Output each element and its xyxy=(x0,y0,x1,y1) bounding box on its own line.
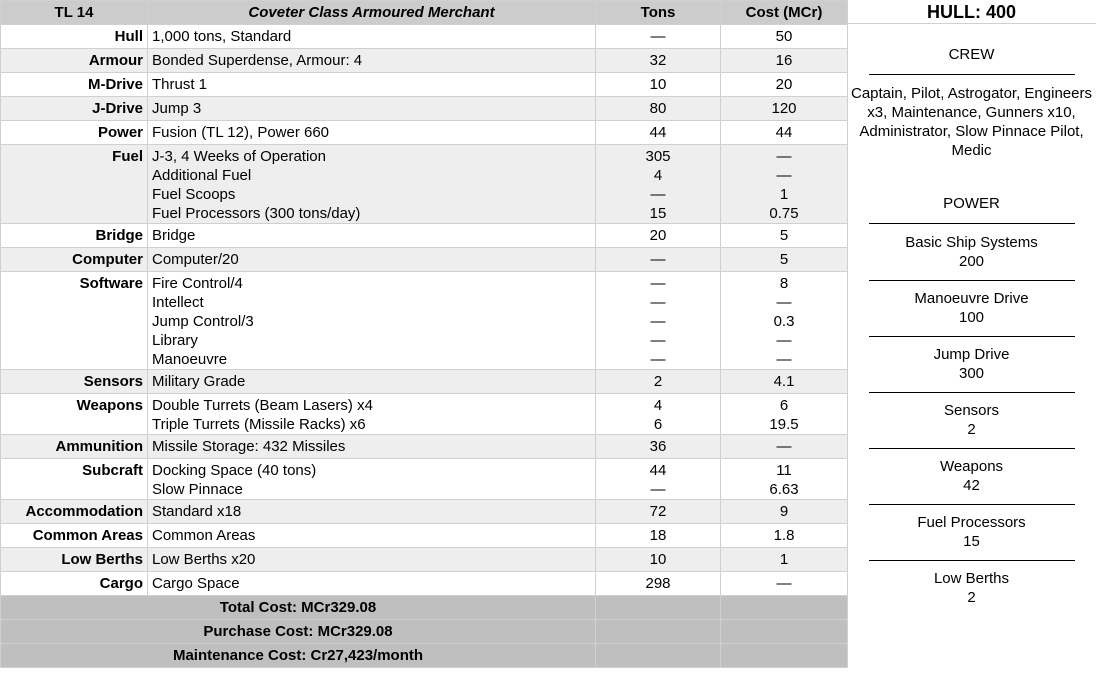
item-description: 1,000 tons, Standard xyxy=(152,28,292,45)
power-label: Low Berths xyxy=(933,570,1010,587)
divider xyxy=(869,392,1075,393)
description-cell xyxy=(148,394,596,435)
table-row xyxy=(1,224,848,248)
item-description: Docking Space (40 tons) xyxy=(152,462,317,479)
cost-cell xyxy=(721,435,848,459)
cost-cell xyxy=(721,248,848,272)
tons-cell xyxy=(596,272,721,370)
cost-cell xyxy=(721,524,848,548)
table-row xyxy=(1,272,848,370)
item-description: Fusion (TL 12), Power 660 xyxy=(152,124,330,141)
power-label: Fuel Processors xyxy=(917,514,1026,531)
divider xyxy=(869,560,1075,561)
item-description: Cargo Space xyxy=(152,575,240,592)
power-value: 42 xyxy=(963,477,980,494)
tons-cell xyxy=(596,121,721,145)
power-label: Manoeuvre Drive xyxy=(914,290,1029,307)
divider xyxy=(869,223,1075,224)
power-value: 200 xyxy=(958,253,985,270)
cost-cell xyxy=(721,459,848,500)
divider xyxy=(869,74,1075,75)
section-label: Fuel xyxy=(1,145,148,224)
table-row xyxy=(1,97,848,121)
section-label: Sensors xyxy=(1,370,148,394)
cost-cell xyxy=(721,145,848,224)
item-description: Common Areas xyxy=(152,527,256,544)
item-cost: 5 xyxy=(779,251,789,268)
table-row xyxy=(1,459,848,500)
item-tons: 4 xyxy=(653,167,663,184)
table-row xyxy=(1,145,848,224)
item-cost: — xyxy=(776,148,792,165)
description-cell xyxy=(148,272,596,370)
item-description: Manoeuvre xyxy=(152,351,228,368)
empty-cell xyxy=(596,596,721,620)
item-description: Jump 3 xyxy=(152,100,202,117)
item-tons: — xyxy=(650,28,666,45)
description-cell xyxy=(148,121,596,145)
item-cost: 11 xyxy=(776,462,792,479)
item-description: Jump Control/3 xyxy=(152,313,254,330)
empty-cell xyxy=(721,620,848,644)
table-row xyxy=(1,248,848,272)
table-row xyxy=(1,394,848,435)
item-cost: — xyxy=(776,438,792,455)
item-tons: 15 xyxy=(649,205,667,222)
item-description: Bridge xyxy=(152,227,196,244)
table-row xyxy=(1,548,848,572)
item-description: Slow Pinnace xyxy=(152,481,243,498)
item-description: Computer/20 xyxy=(152,251,239,268)
item-tons: — xyxy=(650,251,666,268)
tech-level: TL 14 xyxy=(1,1,148,25)
item-tons: 6 xyxy=(653,416,663,433)
power-entry xyxy=(847,336,1096,383)
item-tons: — xyxy=(650,332,666,349)
description-cell xyxy=(148,370,596,394)
tons-header: Tons xyxy=(596,1,721,25)
item-cost: 19.5 xyxy=(769,416,799,433)
tons-cell xyxy=(596,394,721,435)
empty-cell xyxy=(721,596,848,620)
crew-list: Captain, Pilot, Astrogator, Engineers x3, Maintenance, Gunners x10, Administrator, Slow Pinnace Pilot, Medic xyxy=(851,85,1092,159)
item-cost: 6 xyxy=(779,397,789,414)
item-cost: 6.63 xyxy=(769,481,799,498)
section-label: J-Drive xyxy=(1,97,148,121)
section-label: Armour xyxy=(1,49,148,73)
description-cell xyxy=(148,25,596,49)
item-tons: 44 xyxy=(649,462,667,479)
item-tons: 10 xyxy=(649,76,667,93)
empty-cell xyxy=(721,644,848,668)
cost-cell xyxy=(721,224,848,248)
item-tons: — xyxy=(650,294,666,311)
item-cost: — xyxy=(776,294,792,311)
section-label: Software xyxy=(1,272,148,370)
cost-cell xyxy=(721,73,848,97)
divider xyxy=(869,448,1075,449)
tons-cell xyxy=(596,224,721,248)
section-label: M-Drive xyxy=(1,73,148,97)
cost-cell xyxy=(721,370,848,394)
item-tons: 2 xyxy=(653,373,663,390)
divider xyxy=(869,336,1075,337)
description-cell xyxy=(148,459,596,500)
item-tons: 36 xyxy=(649,438,667,455)
empty-cell xyxy=(596,644,721,668)
tons-cell xyxy=(596,459,721,500)
item-tons: 44 xyxy=(649,124,667,141)
tons-cell xyxy=(596,25,721,49)
power-label: Weapons xyxy=(939,458,1004,475)
table-row xyxy=(1,121,848,145)
empty-cell xyxy=(596,620,721,644)
power-entry xyxy=(847,560,1096,607)
item-tons: — xyxy=(650,275,666,292)
section-label: Hull xyxy=(1,25,148,49)
section-label: Accommodation xyxy=(1,500,148,524)
item-description: Standard x18 xyxy=(152,503,242,520)
cost-cell xyxy=(721,25,848,49)
item-cost: — xyxy=(776,351,792,368)
item-tons: 10 xyxy=(649,551,667,568)
item-cost: 20 xyxy=(775,76,793,93)
power-heading: POWER xyxy=(943,195,1000,212)
description-cell xyxy=(148,224,596,248)
item-cost: 1.8 xyxy=(773,527,795,544)
description-cell xyxy=(148,248,596,272)
summary-panel xyxy=(847,0,1096,673)
table-row xyxy=(1,524,848,548)
crew-heading: CREW xyxy=(948,46,995,63)
item-cost: 0.75 xyxy=(769,205,799,222)
item-cost: 1 xyxy=(779,551,789,568)
footer-row xyxy=(1,620,848,644)
item-description: Low Berths x20 xyxy=(152,551,256,568)
power-entry xyxy=(847,448,1096,495)
item-cost: 9 xyxy=(779,503,789,520)
divider xyxy=(869,280,1075,281)
divider xyxy=(869,504,1075,505)
footer-cost: Total Cost: MCr329.08 xyxy=(1,596,596,620)
section-label: Power xyxy=(1,121,148,145)
power-entry xyxy=(847,504,1096,551)
item-cost: — xyxy=(776,575,792,592)
item-description: Additional Fuel xyxy=(152,167,252,184)
power-label: Sensors xyxy=(943,402,1000,419)
tons-cell xyxy=(596,97,721,121)
power-entry xyxy=(847,392,1096,439)
table-row xyxy=(1,435,848,459)
tons-cell xyxy=(596,73,721,97)
section-label: Subcraft xyxy=(1,459,148,500)
item-description: Fuel Processors (300 tons/day) xyxy=(152,205,361,222)
cost-cell xyxy=(721,394,848,435)
item-tons: 20 xyxy=(649,227,667,244)
table-row xyxy=(1,370,848,394)
description-cell xyxy=(148,435,596,459)
tons-cell xyxy=(596,49,721,73)
item-tons: 80 xyxy=(649,100,667,117)
power-value: 2 xyxy=(967,589,976,606)
cost-cell xyxy=(721,272,848,370)
item-cost: 5 xyxy=(779,227,789,244)
description-cell xyxy=(148,524,596,548)
ship-title: Coveter Class Armoured Merchant xyxy=(148,1,596,25)
section-label: Computer xyxy=(1,248,148,272)
description-cell xyxy=(148,97,596,121)
item-tons: 32 xyxy=(649,52,667,69)
item-tons: 18 xyxy=(649,527,667,544)
cost-cell xyxy=(721,121,848,145)
table-row xyxy=(1,73,848,97)
item-tons: — xyxy=(650,313,666,330)
cost-cell xyxy=(721,572,848,596)
item-cost: 120 xyxy=(771,100,797,117)
item-cost: 1 xyxy=(779,186,789,203)
item-description: Intellect xyxy=(152,294,204,311)
item-description: Fire Control/4 xyxy=(152,275,243,292)
power-label: Jump Drive xyxy=(933,346,1010,363)
tons-cell xyxy=(596,145,721,224)
footer-cost: Maintenance Cost: Cr27,423/month xyxy=(1,644,596,668)
cost-cell xyxy=(721,49,848,73)
item-description: Library xyxy=(152,332,198,349)
table-row xyxy=(1,500,848,524)
item-tons: — xyxy=(650,351,666,368)
item-tons: — xyxy=(650,481,666,498)
footer-row xyxy=(1,644,848,668)
item-cost: 0.3 xyxy=(773,313,795,330)
item-cost: — xyxy=(776,332,792,349)
power-value: 15 xyxy=(963,533,980,550)
description-cell xyxy=(148,500,596,524)
power-label: Basic Ship Systems xyxy=(905,234,1038,251)
section-label: Low Berths xyxy=(1,548,148,572)
section-label: Common Areas xyxy=(1,524,148,548)
table-row xyxy=(1,49,848,73)
description-cell xyxy=(148,548,596,572)
section-label: Ammunition xyxy=(1,435,148,459)
tons-cell xyxy=(596,548,721,572)
section-label: Weapons xyxy=(1,394,148,435)
cost-cell xyxy=(721,548,848,572)
item-description: Military Grade xyxy=(152,373,246,390)
item-description: Thrust 1 xyxy=(152,76,208,93)
table-header xyxy=(1,1,848,25)
item-tons: 305 xyxy=(645,148,671,165)
item-cost: 8 xyxy=(779,275,789,292)
cost-header: Cost (MCr) xyxy=(721,1,848,25)
tons-cell xyxy=(596,500,721,524)
tons-cell xyxy=(596,435,721,459)
item-description: Bonded Superdense, Armour: 4 xyxy=(152,52,363,69)
item-cost: 50 xyxy=(775,28,793,45)
tons-cell xyxy=(596,248,721,272)
section-label: Bridge xyxy=(1,224,148,248)
table-row xyxy=(1,25,848,49)
table-row xyxy=(1,572,848,596)
description-cell xyxy=(148,572,596,596)
item-cost: 44 xyxy=(775,124,793,141)
cost-cell xyxy=(721,97,848,121)
cost-cell xyxy=(721,500,848,524)
tons-cell xyxy=(596,572,721,596)
description-cell xyxy=(148,73,596,97)
footer-row xyxy=(1,596,848,620)
item-description: Double Turrets (Beam Lasers) x4 xyxy=(152,397,373,414)
section-label: Cargo xyxy=(1,572,148,596)
item-description: J-3, 4 Weeks of Operation xyxy=(152,148,326,165)
item-cost: — xyxy=(776,167,792,184)
power-entry xyxy=(847,280,1096,327)
item-description: Missile Storage: 432 Missiles xyxy=(152,438,346,455)
tons-cell xyxy=(596,370,721,394)
hull-points: HULL: 400 xyxy=(847,0,1096,24)
power-value: 100 xyxy=(958,309,985,326)
footer-cost: Purchase Cost: MCr329.08 xyxy=(1,620,596,644)
description-cell xyxy=(148,49,596,73)
power-value: 300 xyxy=(958,365,985,382)
tons-cell xyxy=(596,524,721,548)
item-tons: — xyxy=(650,186,666,203)
item-tons: 72 xyxy=(649,503,667,520)
item-description: Fuel Scoops xyxy=(152,186,236,203)
item-tons: 4 xyxy=(653,397,663,414)
item-cost: 4.1 xyxy=(773,373,795,390)
power-entry xyxy=(847,233,1096,271)
item-description: Triple Turrets (Missile Racks) x6 xyxy=(152,416,366,433)
description-cell xyxy=(148,145,596,224)
power-value: 2 xyxy=(967,421,976,438)
item-tons: 298 xyxy=(645,575,671,592)
item-cost: 16 xyxy=(775,52,793,69)
